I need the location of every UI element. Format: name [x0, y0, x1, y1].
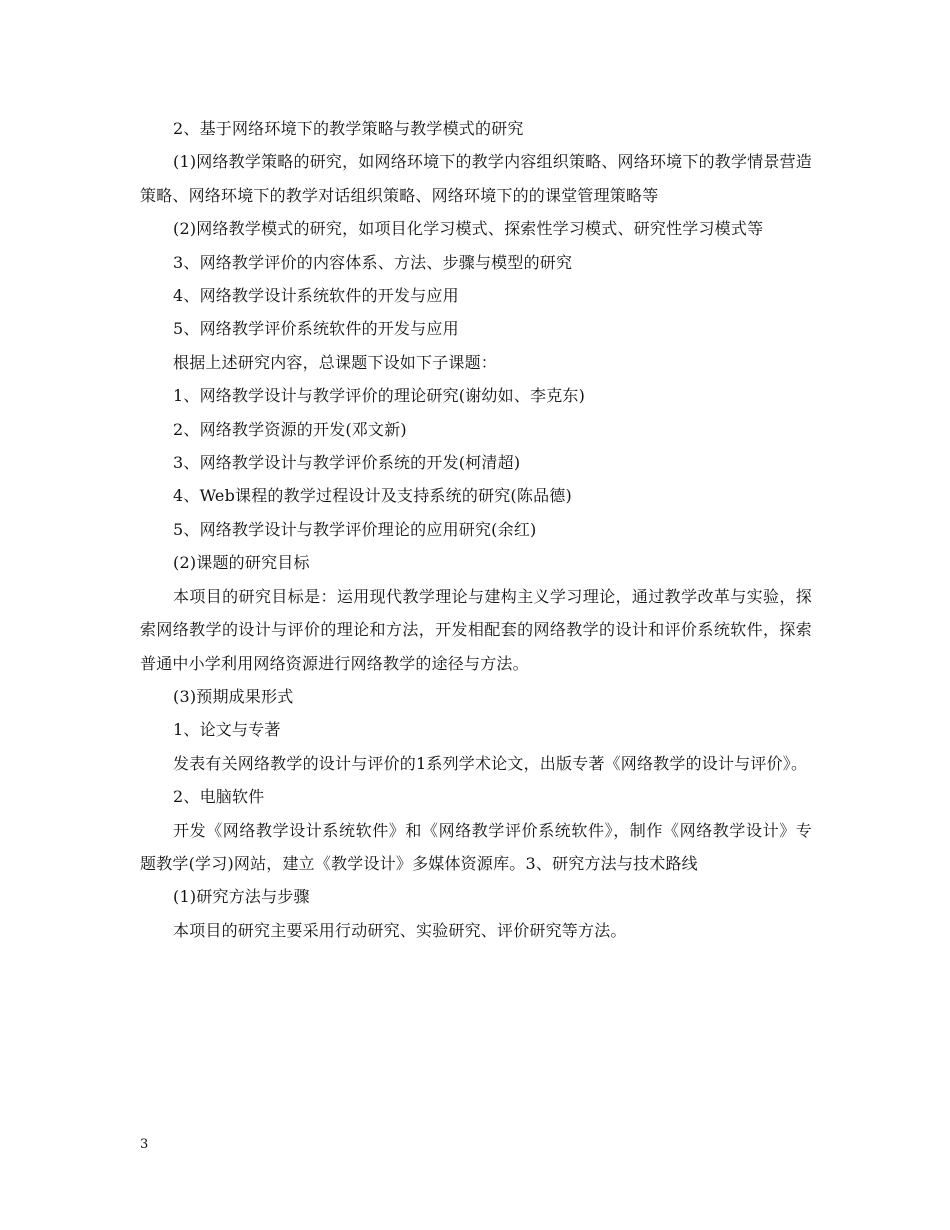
item-evaluation-system-research: 3、网络教学评价的内容体系、方法、步骤与模型的研究	[173, 252, 573, 272]
heading-research-methods-steps: (1)研究方法与步骤	[173, 887, 310, 907]
heading-papers-and-books: 1、论文与专著	[173, 720, 281, 740]
paragraph-research-goals: 本项目的研究目标是：运用现代教学理论与建构主义学习理论，通过教学改革与实验，探索网络教学的设计与评价的理论和方法，开发相配套的网络教学的设计和评价系统软件，探索普通中小学利用网络资源进行网络教学的途径与方法。	[140, 586, 812, 673]
paragraph-teaching-model-research: (2)网络教学模式的研究，如项目化学习模式、探索性学习模式、研究性学习模式等	[173, 219, 764, 239]
heading-computer-software: 2、电脑软件	[173, 787, 265, 807]
document-body	[140, 112, 812, 947]
item-evaluation-software-development: 5、网络教学评价系统软件的开发与应用	[173, 319, 459, 339]
paragraph-research-methods: 本项目的研究主要采用行动研究、实验研究、评价研究等方法。	[173, 920, 627, 940]
subtopic-2: 2、网络教学资源的开发(邓文新)	[173, 419, 407, 439]
paragraph-papers-and-books: 发表有关网络教学的设计与评价的1系列学术论文，出版专著《网络教学的设计与评价》。	[173, 753, 808, 773]
heading-research-goals: (2)课题的研究目标	[173, 553, 310, 573]
subtopic-1: 1、网络教学设计与教学评价的理论研究(谢幼如、李克东)	[173, 386, 586, 406]
paragraph-teaching-strategy-research: (1)网络教学策略的研究，如网络环境下的教学内容组织策略、网络环境下的教学情景营造策略、网络环境下的教学对话组织策略、网络环境下的的课堂管理策略等	[140, 152, 812, 205]
subtopic-intro: 根据上述研究内容，总课题下设如下子课题：	[173, 352, 498, 372]
item-design-software-development: 4、网络教学设计系统软件的开发与应用	[173, 286, 459, 306]
subtopic-5: 5、网络教学设计与教学评价理论的应用研究(余红)	[173, 519, 537, 539]
heading-expected-results: (3)预期成果形式	[173, 686, 294, 706]
subtopic-3: 3、网络教学设计与教学评价系统的开发(柯清超)	[173, 453, 521, 473]
paragraph-computer-software: 开发《网络教学设计系统软件》和《网络教学评价系统软件》，制作《网络教学设计》专题教学(学习)网站，建立《教学设计》多媒体资源库。3、研究方法与技术路线	[140, 820, 812, 873]
heading-network-strategy-model: 2、基于网络环境下的教学策略与教学模式的研究	[173, 119, 524, 138]
subtopic-4: 4、Web课程的教学过程设计及支持系统的研究(陈品德)	[173, 486, 572, 506]
page-number: 3	[140, 1137, 149, 1152]
